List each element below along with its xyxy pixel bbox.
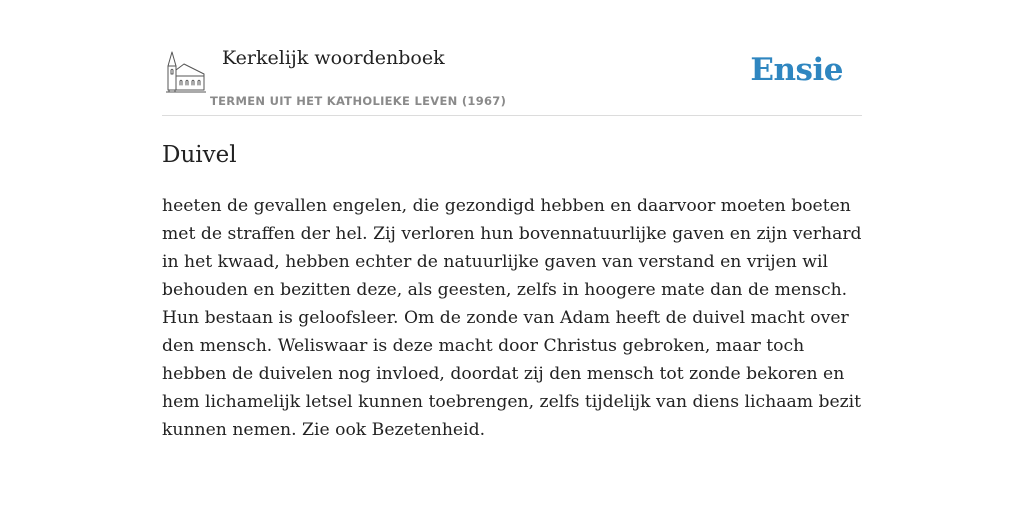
ensie-logo-link[interactable]: Ensie	[750, 52, 843, 88]
entry-headword: Duivel	[162, 142, 237, 168]
page-container	[162, 0, 862, 512]
dictionary-header	[162, 0, 862, 116]
dictionary-subtitle: TERMEN UIT HET KATHOLIEKE LEVEN (1967)	[210, 94, 507, 108]
church-icon[interactable]	[166, 50, 206, 94]
entry-definition: heeten de gevallen engelen, die gezondigd hebben en daarvoor moeten boeten met de straffen der hel. Zij verloren hun bovennatuurlijke gaven en zijn verhard in het kwaad, hebben echter de natuurlijke gaven van verstand en vrijen wil behouden en bezitten deze, als geesten, zelfs in hoogere mate dan de mensch. Hun bestaan is geloofsleer. Om de zonde van Adam heeft de duivel macht over den mensch. Weliswaar is deze macht door Christus gebroken, maar toch hebben de duivelen nog invloed, doordat zij den mensch tot zonde bekoren en hem lichamelijk letsel kunnen toebrengen, zelfs tijdelijk van diens lichaam bezit kunnen nemen. Zie ook Bezetenheid.	[162, 196, 862, 440]
dictionary-title[interactable]: Kerkelijk woordenboek	[222, 47, 445, 69]
